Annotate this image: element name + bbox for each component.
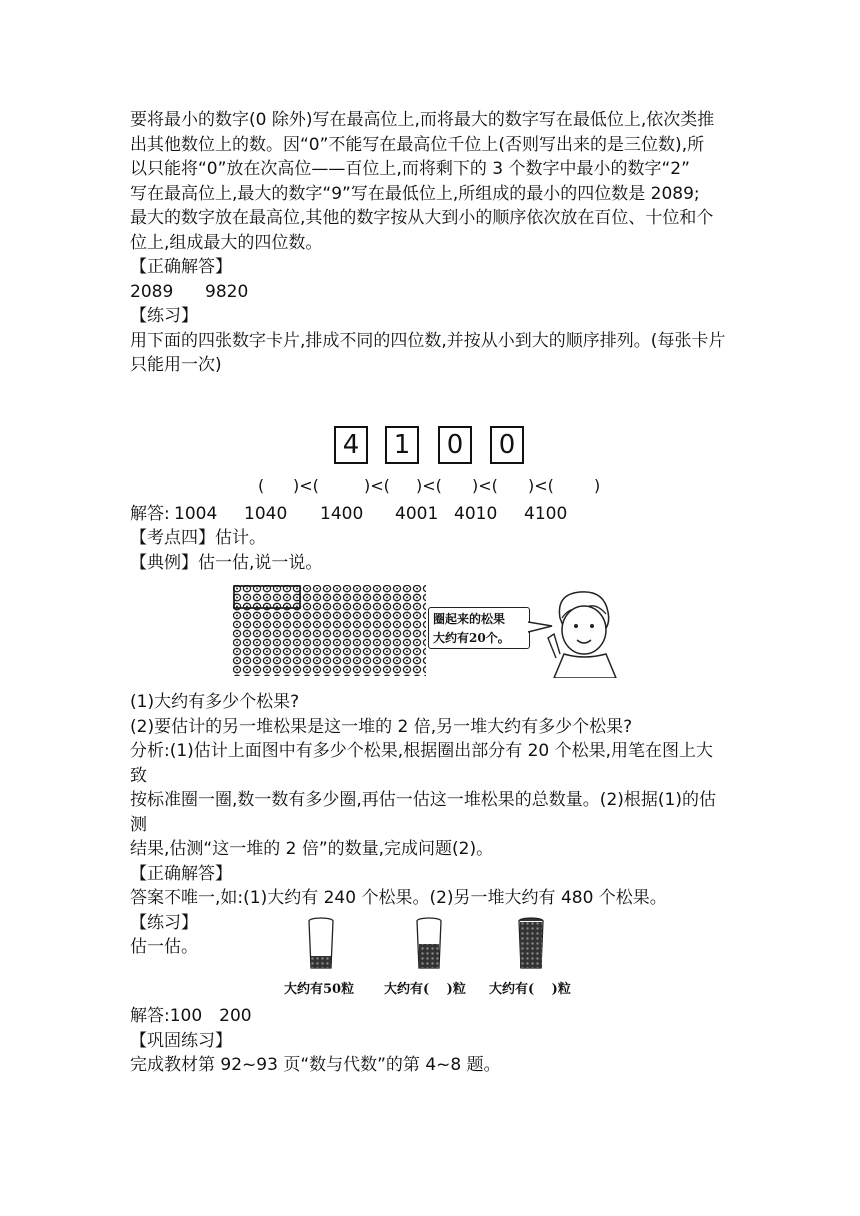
- number-card: 4: [334, 426, 368, 464]
- analysis-line: 最大的数字放在最高位,其他的数字按从大到小的顺序依次放在百位、十位和个: [130, 208, 714, 228]
- cups-illustration: [300, 916, 560, 974]
- final-section: [130, 1004, 730, 1078]
- kaodian-heading: 【考点四】估计。: [130, 528, 266, 548]
- blank-paren: )<(: [364, 476, 390, 495]
- cup-label: 大约有( )粒: [489, 982, 571, 997]
- number-card: 1: [385, 426, 419, 464]
- answer-text: 答案不唯一,如:(1)大约有 240 个松果。(2)另一堆大约有 480 个松果。: [130, 888, 667, 908]
- cup-200: [519, 918, 543, 968]
- cup-100: [417, 918, 441, 968]
- cup-50: [309, 918, 333, 968]
- practice-text: 用下面的四张数字卡片,排成不同的四位数,并按从小到大的顺序排列。(每张卡片: [130, 330, 726, 351]
- blank-paren: )<(: [293, 476, 319, 495]
- example-heading: 【典例】估一估,说一说。: [130, 553, 323, 573]
- blank-paren: (: [258, 476, 265, 495]
- blank-paren: )<(: [416, 476, 442, 495]
- analysis-line: 分析:(1)估计上面图中有多少个松果,根据圈出部分有 20 个松果,用笔在图上大致: [130, 741, 714, 786]
- pine-cone-pile-illustration: [232, 584, 427, 678]
- answer-number: 1400: [320, 504, 364, 524]
- bubble-line: 大约有20个。: [433, 631, 510, 645]
- practice-heading: 【练习】: [130, 306, 198, 326]
- practice-text: 只能用一次): [130, 355, 222, 375]
- answer-max: 9820: [205, 281, 249, 302]
- practice-answer: 解答:100 200: [130, 1006, 252, 1026]
- number-card: 0: [490, 426, 524, 464]
- analysis-line: 按标准圈一圈,数一数有多少圈,再估一估这一堆松果的总数量。(2)根据(1)的估测: [130, 790, 716, 835]
- bubble-line: 圈起来的松果: [433, 612, 506, 626]
- question-2: (2)要估计的另一堆松果是这一堆的 2 倍,另一堆大约有多少个松果?: [130, 716, 633, 737]
- analysis-line: 写在最高位上,最大的数字“9”写在最低位上,所组成的最小的四位数是 2089;: [130, 183, 700, 204]
- blank-paren: )<(: [472, 476, 498, 495]
- answer-heading: 【正确解答】: [130, 863, 232, 884]
- boy-illustration: [546, 588, 630, 678]
- consolidate-heading: 【巩固练习】: [130, 1030, 232, 1051]
- cup-label: 大约有( )粒: [384, 982, 466, 997]
- speech-bubble: [428, 607, 530, 649]
- answer-number: 4100: [524, 504, 568, 524]
- answer-number: 4001: [395, 504, 439, 524]
- analysis-line: 位上,组成最大的四位数。: [130, 232, 323, 253]
- answer-number: 1004: [174, 504, 218, 524]
- practice-text: 估一估。: [130, 937, 198, 957]
- analysis-line: 要将最小的数字(0 除外)写在最高位上,而将最大的数字写在最低位上,依次类推: [130, 110, 715, 130]
- consolidate-text: 完成教材第 92~93 页“数与代数”的第 4~8 题。: [130, 1055, 501, 1075]
- blank-paren: ): [594, 476, 601, 495]
- number-card: 0: [438, 426, 472, 464]
- analysis-line: 出其他数位上的数。因“0”不能写在最高位千位上(否则写出来的是三位数),所: [130, 134, 705, 155]
- answer-min: 2089: [130, 281, 174, 302]
- analysis-line: 结果,估测“这一堆的 2 倍”的数量,完成问题(2)。: [130, 839, 494, 859]
- answer-number: 1040: [244, 504, 288, 524]
- blank-paren: )<(: [528, 476, 554, 495]
- answer-values: [130, 280, 730, 305]
- answer-heading: 【正确解答】: [130, 257, 232, 277]
- answer-label: 解答:: [130, 504, 170, 524]
- question-1: (1)大约有多少个松果?: [130, 692, 300, 712]
- comparison-line: [0, 476, 860, 496]
- analysis-line: 以只能将“0”放在次高位——百位上,而将剩下的 3 个数字中最小的数字“2”: [130, 159, 690, 179]
- cup-label: 大约有50粒: [284, 982, 355, 997]
- practice-heading: 【练习】: [130, 912, 198, 933]
- answer-number: 4010: [454, 504, 498, 524]
- document-body: [130, 108, 730, 378]
